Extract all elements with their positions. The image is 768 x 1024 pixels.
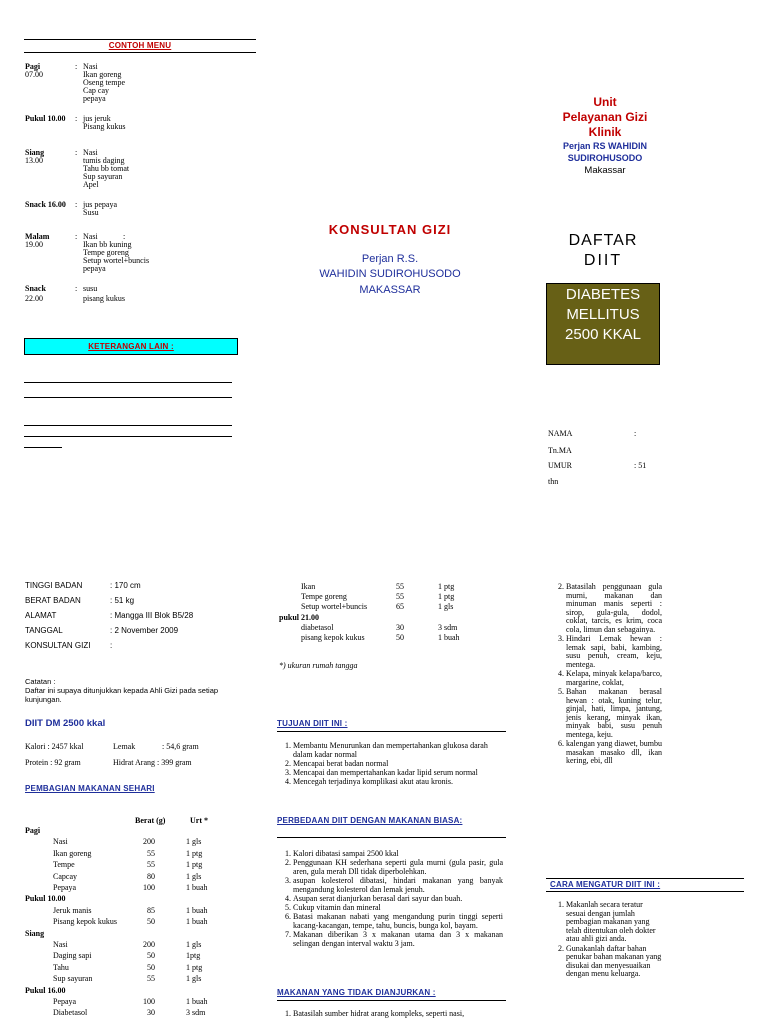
table-item-weight: 55	[147, 848, 155, 858]
catatan	[25, 677, 237, 704]
table-item-urt: 1 ptg	[186, 860, 203, 870]
menu-item: pepaya	[83, 264, 106, 273]
tidak-dianjurkan-rule	[277, 1000, 506, 1001]
footnote: *) ukuran rumah tangga	[279, 661, 358, 670]
info-value: : 51 kg	[110, 596, 135, 605]
table-item-urt: 1 gls	[186, 837, 202, 847]
menu-item: Tahu bb tomat	[83, 164, 130, 173]
menu-item: Nasi	[83, 148, 98, 157]
menu-label: Malam	[25, 232, 50, 241]
tujuan-list	[277, 742, 503, 787]
pembagian-title: PEMBAGIAN MAKANAN SEHARI	[25, 784, 155, 793]
umur-value: : 51	[634, 461, 647, 470]
table-item-weight: 30	[396, 622, 404, 632]
menu-item: Cap cay	[83, 86, 109, 95]
table-item-name: Sup sayuran	[53, 974, 93, 984]
menu-item: Oseng tempe	[83, 78, 125, 87]
menu-item: Ikan goreng	[83, 70, 122, 79]
table-item-urt: 3 sdm	[438, 622, 458, 632]
menu-item: jus jeruk	[83, 114, 111, 123]
blank-line	[24, 436, 232, 437]
table-item-urt: 1 buah	[186, 917, 208, 927]
table-item-weight: 50	[147, 917, 155, 927]
batasi-item: 6. kalengan yang diawet, bumbu masakan masako dll, ikan kering, ebi, dll	[566, 740, 662, 766]
table-group-label: Pukul 16.00	[25, 985, 66, 995]
table-item-name: Capcay	[53, 871, 77, 881]
diit-dm-title: DIIT DM 2500 kkal	[25, 718, 106, 729]
col-berat: Berat (g)	[135, 816, 166, 825]
blank-line	[24, 382, 232, 383]
info-value: : 2 November 2009	[110, 626, 179, 635]
lemak-label: Lemak	[113, 742, 136, 751]
diabetes-box	[546, 283, 660, 365]
blank-line	[24, 425, 232, 426]
batasi-item: 5. Bahan makanan berasal hewan : otak, kuning telur, ginjal, hati, limpa, jantung, jenis kerang, minyak ikan, minyak babi, susu penuh mentega, keju.	[566, 688, 662, 740]
table-item-urt: 1 ptg	[438, 592, 455, 602]
menu-item: Setup wortel+buncis	[83, 256, 150, 265]
info-label: BERAT BADAN	[25, 596, 81, 605]
col-urt: Urt *	[190, 816, 208, 825]
table-item-name: Ikan	[301, 582, 316, 591]
table-item-urt: 1 buah	[186, 883, 208, 892]
table-item-name: Pepaya	[53, 883, 77, 892]
menu-title: CONTOH MENU	[108, 41, 172, 50]
perbedaan-rule	[277, 837, 506, 838]
table-item-urt: 1 buah	[438, 633, 460, 642]
menu-item: pisang kukus	[83, 294, 125, 303]
table-item-name: Daging sapi	[53, 951, 92, 961]
table-item-urt: 1 gls	[186, 871, 202, 881]
lemak-value: : 54,6 gram	[162, 742, 199, 751]
perbedaan-item: 7. Makanan diberikan 3 x makanan utama dan 3 x makanan selingan dengan interval waktu 3 jam.	[293, 931, 503, 948]
hidrat: Hidrat Arang : 399 gram	[113, 758, 192, 767]
blank-line	[24, 447, 62, 448]
table-item-weight: 85	[147, 905, 155, 915]
menu-colon: :	[75, 148, 78, 157]
menu-time: 13.00	[25, 156, 43, 165]
table-item-weight: 200	[143, 940, 155, 949]
menu-item: Ikan bb kuning	[83, 240, 132, 249]
daftar-line2: DIIT	[583, 252, 623, 269]
table-item-urt: 1 buah	[186, 997, 208, 1006]
batasi-item: 4. Kelapa, minyak kelapa/barco, margarine, coklat,	[566, 670, 662, 687]
menu-item: Pisang kukus	[83, 122, 126, 131]
table-item-name: Tempe goreng	[301, 592, 347, 602]
menu-time: 22.00	[25, 294, 43, 303]
menu-colon: :	[75, 284, 78, 293]
unit-line5: SUDIROHUSODO	[567, 153, 643, 163]
menu-rule-top	[24, 39, 256, 40]
table-item-weight: 30	[147, 1008, 155, 1018]
table-item-urt: 1 gls	[186, 974, 202, 984]
table-item-urt: 1 ptg	[186, 848, 203, 858]
table-item-weight: 55	[396, 592, 404, 602]
menu-item: Susu	[83, 208, 99, 217]
info-value: : 170 cm	[110, 581, 141, 590]
menu-item: jus pepaya	[83, 200, 117, 209]
info-label: TINGGI BADAN	[25, 581, 83, 590]
table-item-weight: 200	[143, 837, 155, 847]
umur-unit: thn	[548, 477, 559, 486]
perbedaan-item: 5. Cukup vitamin dan mineral	[293, 904, 503, 913]
table-item-weight: 100	[143, 883, 155, 892]
unit-line2: Pelayanan Gizi	[562, 110, 648, 124]
perbedaan-item: 3. asupan kolesterol dibatasi, hindari makanan yang banyak mengandung kolesterol dan lemak jenuh.	[293, 877, 503, 894]
info-label: TANGGAL	[25, 626, 63, 635]
nama-label: NAMA	[548, 429, 573, 438]
perbedaan-title: PERBEDAAN DIIT DENGAN MAKANAN BIASA:	[277, 816, 463, 825]
table-item-weight: 100	[143, 997, 155, 1006]
table-item-urt: 3 sdm	[186, 1008, 206, 1018]
batasi-item: 3. Hindari Lemak hewan : lemak sapi, babi, kambing, susu penuh, cream, keju, mentega.	[566, 635, 662, 669]
menu-item: Nasi	[83, 232, 98, 241]
tujuan-item: 2. Mencapai berat badan normal	[293, 760, 503, 769]
table-group-label: pukul 21.00	[279, 612, 320, 622]
table-item-weight: 50	[396, 633, 404, 642]
blank-line	[24, 397, 232, 398]
table-item-name: Setup wortel+buncis	[301, 602, 368, 612]
table-item-name: Tahu	[53, 962, 69, 972]
table-item-urt: 1 gls	[438, 602, 454, 612]
table-item-name: Pepaya	[53, 997, 77, 1006]
tidak-dianjurkan-item: 1. Batasilah sumber hidrat arang kompleks, seperti nasi,	[293, 1010, 503, 1019]
perbedaan-item: 1. Kalori dibatasi sampai 2500 kkal	[293, 850, 503, 859]
menu-colon: :	[75, 232, 78, 241]
table-item-name: diabetasol	[301, 622, 334, 632]
table-item-weight: 65	[396, 602, 404, 612]
tidak-dianjurkan-list	[277, 1010, 503, 1019]
table-item-urt: 1 buah	[186, 905, 208, 915]
table-item-urt: 1 gls	[186, 940, 202, 949]
consultant-title: KONSULTAN GIZI	[328, 222, 452, 237]
table-item-name: Nasi	[53, 940, 68, 949]
nama-colon: :	[634, 429, 637, 438]
perbedaan-list	[277, 850, 503, 949]
cara-rule-bottom	[546, 891, 744, 892]
menu-colon: :	[75, 114, 78, 123]
catatan-label: Catatan :	[25, 677, 56, 686]
menu-rule-bottom	[24, 52, 256, 53]
tujuan-item: 3. Mencapai dan mempertahankan kadar lipid serum normal	[293, 769, 503, 778]
catatan-text: Daftar ini supaya ditunjukkan kepada Ahli Gizi pada setiap kunjungan.	[25, 686, 219, 704]
protein: Protein : 92 gram	[25, 758, 81, 767]
menu-item: Nasi	[83, 62, 98, 71]
table-item-name: Jeruk manis	[53, 905, 92, 915]
table-item-urt: 1ptg	[186, 951, 201, 961]
consultant-line2: WAHIDIN SUDIROHUSODO	[319, 268, 461, 280]
table-item-weight: 55	[147, 860, 155, 870]
cara-list	[550, 901, 662, 980]
diabetes-line3: 2500 KKAL	[565, 326, 641, 343]
batasi-list	[550, 583, 662, 766]
menu-label: Pukul 10.00	[25, 114, 66, 123]
cara-rule-top	[546, 878, 744, 879]
menu-label: Snack	[25, 284, 46, 293]
table-item-name: Diabetasol	[53, 1008, 88, 1018]
menu-item: pepaya	[83, 94, 106, 103]
info-label: ALAMAT	[25, 611, 57, 620]
table-item-weight: 50	[147, 962, 155, 972]
menu-item: tumis daging	[83, 156, 125, 165]
cara-item: 2. Gunakanlah daftar bahan penukar bahan makanan yang disukai dan menyesuaikan dengan menu keluarga.	[566, 945, 662, 979]
table-item-name: pisang kepok kukus	[301, 633, 365, 642]
tidak-dianjurkan-title: MAKANAN YANG TIDAK DIANJURKAN :	[277, 988, 436, 997]
cara-item: 1. Makanlah secara teratur sesuai dengan jumlah pembagian makanan yang telah ditentukan oleh dokter atau ahli gizi anda.	[566, 901, 662, 944]
perbedaan-item: 2. Penggunaan KH sederhana seperti gula murni (gula pasir, gula aren, gula merah Dll tidak diperbolehkan.	[293, 859, 503, 876]
menu-colon: :	[75, 62, 78, 71]
consultant-line3: MAKASSAR	[359, 284, 421, 296]
batasi-item: 2. Batasilah penggunaan gula murni, makanan dan minuman manis seperti : sirop, gula-gula, dodol, coklat, tarcis, es krim, coca cola, limun dan sebagainya.	[566, 583, 662, 635]
tujuan-title: TUJUAN DIIT INI :	[277, 719, 348, 728]
menu-colon: :	[75, 200, 78, 209]
daftar-line1: DAFTAR	[568, 232, 638, 249]
table-item-name: Nasi	[53, 837, 68, 847]
info-value: : Mangga III Blok B5/28	[110, 611, 194, 620]
tujuan-rule	[277, 731, 506, 732]
kalori: Kalori : 2457 kkal	[25, 742, 84, 751]
table-item-weight: 55	[147, 974, 155, 984]
menu-time: 07.00	[25, 70, 43, 79]
menu-item: Sup sayuran	[83, 172, 123, 181]
info-value: :	[110, 641, 113, 650]
table-group-label: Siang	[25, 928, 45, 938]
unit-line6: Makassar	[584, 165, 626, 176]
unit-line3: Klinik	[588, 125, 622, 139]
menu-item: susu	[83, 284, 98, 293]
info-label: KONSULTAN GIZI	[25, 641, 91, 650]
diabetes-line1: DIABETES	[565, 286, 641, 303]
tujuan-item: 4. Mencegah terjadinya komplikasi akut atau kronis.	[293, 778, 503, 787]
cara-title: CARA MENGATUR DIIT INI :	[550, 880, 661, 889]
unit-line1: Unit	[593, 95, 617, 109]
diabetes-line2: MELLITUS	[566, 306, 640, 323]
table-item-name: Ikan goreng	[53, 848, 92, 858]
tujuan-item: 1. Membantu Menurunkan dan mempertahankan glukosa darah dalam kadar normal	[293, 742, 503, 759]
table-group-label: Pagi	[25, 826, 41, 835]
table-group-label: Pukul 10.00	[25, 894, 66, 904]
menu-label: Siang	[25, 148, 45, 157]
table-item-name: Pisang kepok kukus	[53, 917, 117, 927]
table-item-name: Tempe	[53, 860, 75, 870]
menu-time: 19.00	[25, 240, 43, 249]
menu-label: Snack 16.00	[25, 200, 66, 209]
perbedaan-item: 4. Asupan serat dianjurkan berasal dari sayur dan buah.	[293, 895, 503, 904]
consultant-line1: Perjan R.S.	[361, 253, 419, 265]
nama-value: Tn.MA	[548, 446, 572, 455]
perbedaan-item: 6. Batasi makanan nabati yang mengandung purin tinggi seperti kacang-kacangan, tempe, tahu, buncis, bunga kol, bayam.	[293, 913, 503, 930]
menu-item: Tempe goreng	[83, 248, 129, 257]
unit-line4: Perjan RS WAHIDIN	[562, 141, 647, 151]
table-item-urt: 1 ptg	[186, 962, 203, 972]
menu-label: Pagi	[25, 62, 41, 71]
menu-item: Apel	[83, 180, 99, 189]
table-item-weight: 55	[396, 582, 404, 591]
menu-colon-extra: :	[123, 232, 126, 241]
table-item-urt: 1 ptg	[438, 582, 455, 591]
table-item-weight: 80	[147, 871, 155, 881]
keterangan-title: KETERANGAN LAIN :	[24, 338, 238, 355]
table-item-weight: 50	[147, 951, 155, 961]
umur-label: UMUR	[548, 461, 573, 470]
